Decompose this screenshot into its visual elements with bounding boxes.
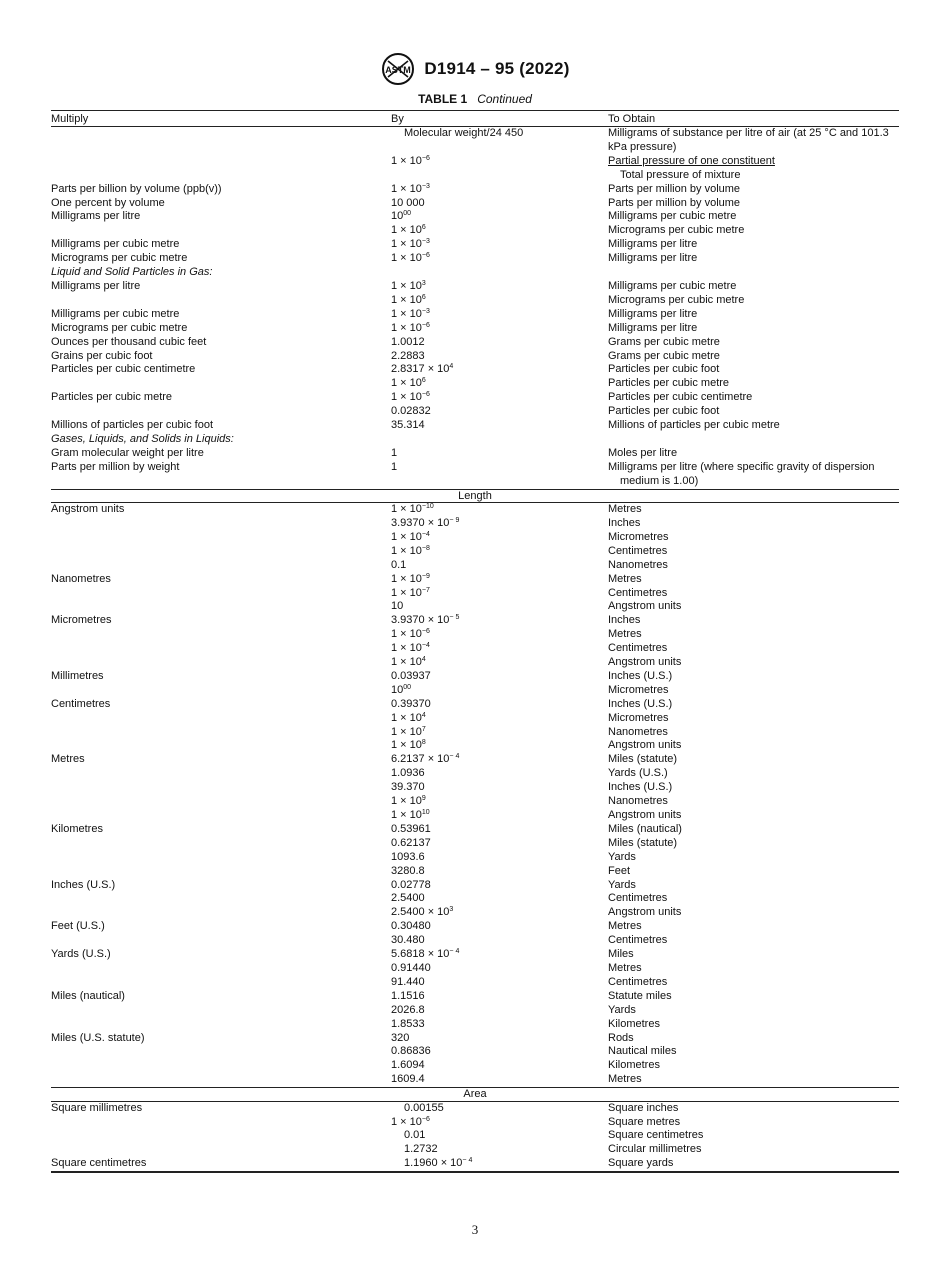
to-obtain-cell: Inches (U.S.) xyxy=(608,669,673,682)
section-length xyxy=(51,489,899,503)
to-obtain-cell: Metres xyxy=(608,1073,642,1086)
table-row xyxy=(51,447,899,461)
table-row xyxy=(51,906,899,920)
table-row xyxy=(51,391,899,405)
to-obtain-cell: Metres xyxy=(608,628,642,641)
by-cell: $1 \times 10^4$ xyxy=(391,656,426,669)
to-obtain-cell: Miles (statute) xyxy=(608,753,678,766)
by-cell: 0.1 xyxy=(391,558,407,571)
multiply-cell xyxy=(51,1129,391,1143)
to-obtain-cell: Centimetres xyxy=(608,975,668,988)
by-cell: $1 \times 10^{-3}$ xyxy=(391,307,430,320)
multiply-cell: Kilometres xyxy=(51,822,103,835)
by-cell: 2.2883 xyxy=(391,349,425,362)
multiply-cell: Square millimetres xyxy=(51,1101,143,1114)
table-row xyxy=(51,795,899,809)
multiply-cell xyxy=(51,726,391,740)
to-obtain-cell: Rods xyxy=(608,1031,634,1044)
to-obtain-cell: Particles per cubic centimetre xyxy=(608,391,753,404)
to-obtain-cell: Milligrams per litre xyxy=(608,252,698,265)
table-header-row xyxy=(51,111,899,127)
to-obtain-cell: Micrograms per cubic metre xyxy=(608,224,745,237)
multiply-cell: Ounces per thousand cubic feet xyxy=(51,335,207,348)
column-header-multiply: Multiply xyxy=(51,111,391,127)
multiply-cell xyxy=(51,517,391,531)
by-cell: $1 \times 10^{-6}$ xyxy=(391,321,430,334)
by-cell: 0.86836 xyxy=(391,1045,431,1058)
column-header-to-obtain: To Obtain xyxy=(608,111,899,127)
fraction-numerator: Partial pressure of one constituent xyxy=(608,154,775,167)
multiply-cell: Micrograms per cubic metre xyxy=(51,252,188,265)
multiply-cell: Square centimetres xyxy=(51,1157,391,1172)
to-obtain-cell: Parts per million by volume xyxy=(608,196,741,209)
to-obtain-cell: Nautical miles xyxy=(608,1045,677,1058)
table-row xyxy=(51,726,899,740)
table-row xyxy=(51,322,899,336)
to-obtain-cell: Nanometres xyxy=(608,795,668,808)
multiply-cell: Parts per million by weight xyxy=(51,460,180,473)
by-cell: $1 \times 10^6$ xyxy=(391,293,426,306)
by-cell: 2026.8 xyxy=(391,1003,425,1016)
multiply-cell: Inches (U.S.) xyxy=(51,878,116,891)
to-obtain-cell: Angstrom units xyxy=(608,906,682,919)
multiply-cell: Feet (U.S.) xyxy=(51,920,105,933)
by-cell: 91.440 xyxy=(391,975,425,988)
to-obtain-cell: Centimetres xyxy=(608,586,668,599)
table-row xyxy=(51,865,899,879)
multiply-cell: Milligrams per litre xyxy=(51,279,141,292)
table-row xyxy=(51,308,899,322)
to-obtain-cell: Centimetres xyxy=(608,642,668,655)
table-row xyxy=(51,920,899,934)
to-obtain-cell: Kilometres xyxy=(608,1059,660,1072)
by-cell: 39.370 xyxy=(391,781,425,794)
table-row xyxy=(51,600,899,614)
by-cell: 1 xyxy=(391,460,398,473)
to-obtain-line: Milligrams per litre (where specific gravity of dispersion xyxy=(608,460,875,473)
multiply-cell xyxy=(51,809,391,823)
multiply-cell: Parts per billion by volume (ppb(v)) xyxy=(51,182,222,195)
table-row xyxy=(51,587,899,601)
by-cell: $1 \times 10^{-6}$ xyxy=(391,391,430,404)
to-obtain-cell: Angstrom units xyxy=(608,600,682,613)
conversion-table-container xyxy=(51,110,899,1173)
table-row xyxy=(51,642,899,656)
by-cell: 1.0936 xyxy=(391,767,425,780)
by-cell: $1 \times 10^{-10}$ xyxy=(391,503,434,516)
multiply-cell: Milligrams per litre xyxy=(51,210,141,223)
table-row xyxy=(51,976,899,990)
section-area xyxy=(51,1088,899,1102)
multiply-cell xyxy=(51,976,391,990)
astm-logo-icon xyxy=(380,52,416,86)
multiply-cell xyxy=(51,559,391,573)
multiply-cell xyxy=(51,1059,391,1073)
section-length-label: Length xyxy=(51,489,899,503)
table-caption xyxy=(0,92,950,106)
multiply-cell: Grains per cubic foot xyxy=(51,349,153,362)
by-cell: $1 \times 10^9$ xyxy=(391,795,426,808)
table-row xyxy=(51,614,899,628)
table-row xyxy=(51,1116,899,1130)
multiply-cell xyxy=(51,127,391,155)
multiply-cell xyxy=(51,934,391,948)
table-row xyxy=(51,1059,899,1073)
by-cell: 10 000 xyxy=(391,196,425,209)
to-obtain-cell: Parts per million by volume xyxy=(608,182,741,195)
multiply-cell: Yards (U.S.) xyxy=(51,948,111,961)
by-cell: $3.9370 \times 10^{- 9}$ xyxy=(391,516,460,529)
table-caption-label: TABLE 1 xyxy=(418,92,468,106)
table-row xyxy=(51,739,899,753)
multiply-cell xyxy=(51,155,391,183)
by-cell: $1 \times 10^{-4}$ xyxy=(391,642,430,655)
to-obtain-cell: Centimetres xyxy=(608,934,668,947)
table-row xyxy=(51,712,899,726)
by-cell: $2.8317 \times 10^4$ xyxy=(391,363,454,376)
table-row xyxy=(51,628,899,642)
table-row xyxy=(51,1018,899,1032)
table-row xyxy=(51,948,899,962)
by-cell: 1.6094 xyxy=(391,1059,425,1072)
to-obtain-cell xyxy=(608,461,899,489)
by-cell: $3.9370 \times 10^{- 5}$ xyxy=(391,614,460,627)
by-cell: 0.62137 xyxy=(391,836,431,849)
to-obtain-cell: Micrometres xyxy=(608,530,669,543)
table-row xyxy=(51,127,899,155)
multiply-cell xyxy=(51,795,391,809)
by-cell: $1 \times 10^8$ xyxy=(391,739,426,752)
by-cell: 30.480 xyxy=(391,934,425,947)
conversion-table xyxy=(51,110,899,1173)
by-cell: 0.91440 xyxy=(391,961,431,974)
to-obtain-cell: Yards (U.S.) xyxy=(608,767,668,780)
multiply-cell: Metres xyxy=(51,753,85,766)
table-row xyxy=(51,224,899,238)
table-row xyxy=(51,531,899,545)
table-row xyxy=(51,363,899,377)
table-row xyxy=(51,1045,899,1059)
multiply-cell xyxy=(51,837,391,851)
by-cell: 2.5400 xyxy=(391,892,425,905)
to-obtain-cell: Feet xyxy=(608,864,631,877)
to-obtain-cell: Inches (U.S.) xyxy=(608,697,673,710)
multiply-cell xyxy=(51,739,391,753)
to-obtain-cell: Yards xyxy=(608,878,636,891)
subheading-in-liquids-label: Gases, Liquids, and Solids in Liquids: xyxy=(51,432,234,445)
by-cell: 0.30480 xyxy=(391,920,431,933)
table-row xyxy=(51,823,899,837)
by-cell: 0.00155 xyxy=(404,1101,444,1114)
table-row xyxy=(51,1004,899,1018)
table-row xyxy=(51,336,899,350)
to-obtain-cell: Milligrams per litre xyxy=(608,238,698,251)
to-obtain-cell: Nanometres xyxy=(608,558,668,571)
to-obtain-cell: Square inches xyxy=(608,1101,679,1114)
multiply-cell xyxy=(51,642,391,656)
to-obtain-cell: Square metres xyxy=(608,1115,681,1128)
by-cell: 0.53961 xyxy=(391,822,431,835)
to-obtain-cell: Metres xyxy=(608,961,642,974)
table-row xyxy=(51,1073,899,1087)
multiply-cell: Particles per cubic metre xyxy=(51,391,173,404)
by-cell: 1609.4 xyxy=(391,1073,425,1086)
multiply-cell: Miles (U.S. statute) xyxy=(51,1031,145,1044)
table-row xyxy=(51,753,899,767)
by-cell: $1.1960 \times 10^{- 4}$ xyxy=(391,1157,608,1172)
multiply-cell xyxy=(51,684,391,698)
by-cell: $1 \times 10^{-4}$ xyxy=(391,530,430,543)
multiply-cell xyxy=(51,1116,391,1130)
table-row xyxy=(51,294,899,308)
to-obtain-cell: Miles xyxy=(608,948,634,961)
to-obtain-cell: Square yards xyxy=(608,1157,899,1172)
multiply-cell xyxy=(51,851,391,865)
to-obtain-cell: Statute miles xyxy=(608,989,672,1002)
by-cell: $1 \times 10^6$ xyxy=(391,377,426,390)
by-cell: $1 \times 10^{-8}$ xyxy=(391,544,430,557)
by-cell: 3280.8 xyxy=(391,864,425,877)
by-cell: 0.01 xyxy=(404,1129,426,1142)
to-obtain-cell: Grams per cubic metre xyxy=(608,349,720,362)
table-row xyxy=(51,684,899,698)
to-obtain-cell: Particles per cubic metre xyxy=(608,377,730,390)
by-cell: $10^{00}$ xyxy=(391,210,412,223)
subheading-in-liquids xyxy=(51,433,899,447)
by-cell: 0.03937 xyxy=(391,669,431,682)
multiply-cell xyxy=(51,656,391,670)
by-cell: $1 \times 10^{-6}$ xyxy=(391,1115,430,1128)
page-number: 3 xyxy=(471,1222,479,1237)
to-obtain-cell: Circular millimetres xyxy=(608,1143,702,1156)
to-obtain-cell: Particles per cubic foot xyxy=(608,405,720,418)
multiply-cell: Micrograms per cubic metre xyxy=(51,321,188,334)
multiply-cell: Particles per cubic centimetre xyxy=(51,363,196,376)
by-cell: $1 \times 10^4$ xyxy=(391,711,426,724)
subheading-particles-in-gas xyxy=(51,266,899,280)
table-row xyxy=(51,377,899,391)
table-row xyxy=(51,767,899,781)
to-obtain-cell: Grams per cubic metre xyxy=(608,335,720,348)
by-cell: Molecular weight/24 450 xyxy=(404,127,524,139)
by-cell: 1093.6 xyxy=(391,850,425,863)
by-cell: 0.02778 xyxy=(391,878,431,891)
to-obtain-line-continued: medium is 1.00) xyxy=(620,474,699,487)
table-row xyxy=(51,1129,899,1143)
table-row xyxy=(51,238,899,252)
to-obtain-cell: Inches xyxy=(608,614,641,627)
multiply-cell: Centimetres xyxy=(51,697,111,710)
to-obtain-cell: Metres xyxy=(608,920,642,933)
multiply-cell xyxy=(51,892,391,906)
column-header-by: By xyxy=(391,111,608,127)
to-obtain-cell: Moles per litre xyxy=(608,446,678,459)
by-cell: $6.2137 \times 10^{- 4}$ xyxy=(391,753,460,766)
to-obtain-cell: Milligrams per litre xyxy=(608,307,698,320)
by-cell: $1 \times 10^6$ xyxy=(391,224,426,237)
to-obtain-cell: Micrometres xyxy=(608,711,669,724)
multiply-cell: Angstrom units xyxy=(51,503,125,516)
table-row xyxy=(51,934,899,948)
table-row xyxy=(51,559,899,573)
multiply-cell xyxy=(51,1143,391,1157)
by-cell: 320 xyxy=(391,1031,410,1044)
to-obtain-cell: Inches (U.S.) xyxy=(608,781,673,794)
multiply-cell xyxy=(51,377,391,391)
to-obtain-cell: Square centimetres xyxy=(608,1129,704,1142)
multiply-cell xyxy=(51,587,391,601)
multiply-cell: One percent by volume xyxy=(51,196,165,209)
to-obtain-cell: Millions of particles per cubic metre xyxy=(608,419,780,432)
multiply-cell xyxy=(51,781,391,795)
to-obtain-cell: Centimetres xyxy=(608,544,668,557)
table-row xyxy=(51,350,899,364)
table-row xyxy=(51,837,899,851)
multiply-cell xyxy=(51,628,391,642)
by-cell: 35.314 xyxy=(391,419,425,432)
to-obtain-cell: Yards xyxy=(608,850,636,863)
by-cell: $2.5400 \times 10^3$ xyxy=(391,906,454,919)
table-row xyxy=(51,851,899,865)
table-row xyxy=(51,670,899,684)
table-row xyxy=(51,183,899,197)
to-obtain-cell xyxy=(608,155,899,183)
multiply-cell xyxy=(51,294,391,308)
by-cell: $1 \times 10^7$ xyxy=(391,725,426,738)
table-row xyxy=(51,197,899,211)
table-row xyxy=(51,252,899,266)
multiply-cell xyxy=(51,545,391,559)
by-cell: 10 xyxy=(391,600,404,613)
table-row xyxy=(51,1032,899,1046)
multiply-cell: Gram molecular weight per litre xyxy=(51,446,204,459)
by-cell: 1.0012 xyxy=(391,335,425,348)
document-title: D1914 – 95 (2022) xyxy=(424,59,570,78)
table-row xyxy=(51,545,899,559)
to-obtain-cell: Nanometres xyxy=(608,725,668,738)
table-row xyxy=(51,698,899,712)
to-obtain-cell: Particles per cubic foot xyxy=(608,363,720,376)
by-cell: 1.1516 xyxy=(391,989,425,1002)
by-cell: $1 \times 10^{-3}$ xyxy=(391,238,430,251)
to-obtain-cell: Metres xyxy=(608,572,642,585)
to-obtain-cell: Yards xyxy=(608,1003,636,1016)
multiply-cell xyxy=(51,962,391,976)
table-row xyxy=(51,517,899,531)
multiply-cell: Millimetres xyxy=(51,669,104,682)
table-row xyxy=(51,280,899,294)
to-obtain-cell: Angstrom units xyxy=(608,656,682,669)
multiply-cell xyxy=(51,600,391,614)
to-obtain-cell: Kilometres xyxy=(608,1017,660,1030)
to-obtain-cell: Milligrams per litre xyxy=(608,321,698,334)
multiply-cell xyxy=(51,767,391,781)
to-obtain-cell: Miles (statute) xyxy=(608,836,678,849)
to-obtain-cell: Angstrom units xyxy=(608,739,682,752)
to-obtain-cell: Centimetres xyxy=(608,892,668,905)
svg-text:ASTM: ASTM xyxy=(385,65,412,75)
table-row xyxy=(51,1101,899,1115)
by-cell: 0.02832 xyxy=(391,405,431,418)
multiply-cell xyxy=(51,531,391,545)
by-cell: $1 \times 10^{-3}$ xyxy=(391,182,430,195)
to-obtain-cell: Inches xyxy=(608,516,641,529)
to-obtain-cell: Angstrom units xyxy=(608,809,682,821)
table-row xyxy=(51,879,899,893)
to-obtain-cell: Milligrams of substance per litre of air (at 25 °C and 101.3 kPa pressure) xyxy=(608,127,889,153)
by-cell: $10^{00}$ xyxy=(391,683,412,696)
by-cell: $1 \times 10^3$ xyxy=(391,279,426,292)
by-cell: 1.8533 xyxy=(391,1017,425,1030)
multiply-cell: Millions of particles per cubic foot xyxy=(51,419,214,432)
document-header xyxy=(0,52,950,86)
table-row xyxy=(51,990,899,1004)
table-caption-continued: Continued xyxy=(477,92,532,106)
multiply-cell xyxy=(51,224,391,238)
fraction-denominator: Total pressure of mixture xyxy=(620,168,741,181)
table-row xyxy=(51,573,899,587)
table-row xyxy=(51,155,899,183)
by-cell: $1 \times 10^{10}$ xyxy=(391,809,430,821)
table-row xyxy=(51,656,899,670)
table-row xyxy=(51,1157,899,1172)
table-row xyxy=(51,809,899,823)
table-row xyxy=(51,781,899,795)
by-cell: $1 \times 10^{-7}$ xyxy=(391,586,430,599)
table-row xyxy=(51,892,899,906)
section-area-label: Area xyxy=(51,1088,899,1102)
table-row xyxy=(51,962,899,976)
multiply-cell: Milligrams per cubic metre xyxy=(51,238,180,251)
by-cell: $1 \times 10^{-9}$ xyxy=(391,572,430,585)
to-obtain-cell: Micrograms per cubic metre xyxy=(608,293,745,306)
table-row xyxy=(51,210,899,224)
subheading-particles-in-gas-label: Liquid and Solid Particles in Gas: xyxy=(51,266,213,279)
by-cell: $1 \times 10^{-6}$ xyxy=(391,628,430,641)
to-obtain-cell: Metres xyxy=(608,503,642,516)
table-body xyxy=(51,127,899,1173)
by-cell: $5.6818 \times 10^{- 4}$ xyxy=(391,948,460,961)
by-cell: $1 \times 10^{-6}$ xyxy=(391,154,430,167)
multiply-cell: Micrometres xyxy=(51,614,112,627)
table-row xyxy=(51,405,899,419)
table-row xyxy=(51,1143,899,1157)
table-row xyxy=(51,503,899,517)
multiply-cell: Milligrams per cubic metre xyxy=(51,307,180,320)
by-cell: 0.39370 xyxy=(391,697,431,710)
multiply-cell xyxy=(51,712,391,726)
to-obtain-cell: Milligrams per cubic metre xyxy=(608,210,737,223)
multiply-cell xyxy=(51,1073,391,1087)
by-cell: 1.2732 xyxy=(404,1143,438,1156)
by-cell: 1 xyxy=(391,446,398,459)
multiply-cell xyxy=(51,405,391,419)
multiply-cell: Nanometres xyxy=(51,572,111,585)
to-obtain-cell: Milligrams per cubic metre xyxy=(608,279,737,292)
to-obtain-cell: Micrometres xyxy=(608,683,669,696)
multiply-cell xyxy=(51,865,391,879)
multiply-cell xyxy=(51,1004,391,1018)
by-cell: $1 \times 10^{-6}$ xyxy=(391,252,430,265)
to-obtain-cell: Miles (nautical) xyxy=(608,822,682,835)
table-row xyxy=(51,461,899,489)
multiply-cell xyxy=(51,1018,391,1032)
multiply-cell: Miles (nautical) xyxy=(51,989,125,1002)
multiply-cell xyxy=(51,906,391,920)
multiply-cell xyxy=(51,1045,391,1059)
table-row xyxy=(51,419,899,433)
